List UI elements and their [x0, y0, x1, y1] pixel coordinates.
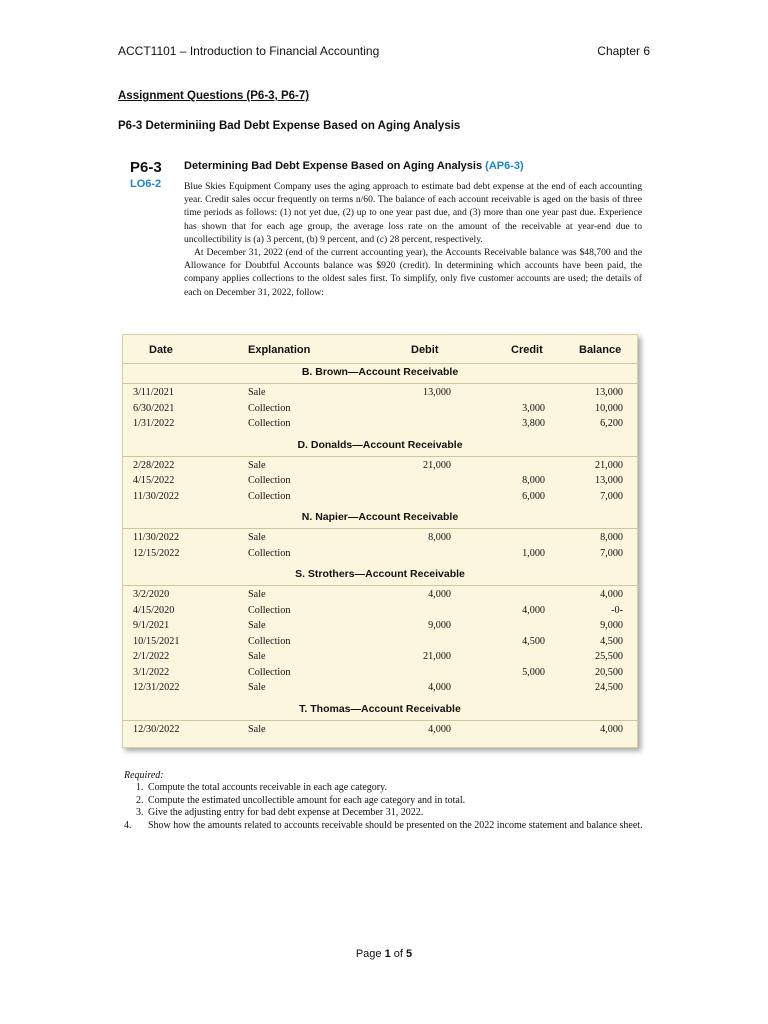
cell-explanation: Collection: [248, 604, 291, 616]
cell-balance: 4,000: [600, 723, 623, 735]
row-divider: [123, 585, 637, 586]
problem-description: [184, 180, 642, 299]
row-divider: [123, 720, 637, 721]
required-section: [124, 770, 644, 832]
required-item: 3. Give the adjusting entry for bad debt expense at December 31, 2022.: [136, 807, 424, 819]
cell-balance: 4,000: [600, 589, 623, 600]
cell-credit: 4,000: [522, 604, 545, 616]
cell-balance: 9,000: [600, 620, 623, 631]
cell-explanation: Sale: [248, 532, 266, 543]
cell-date: 9/1/2021: [133, 620, 170, 631]
paragraph-2: At December 31, 2022 (end of the current accounting year), the Accounts Receivable balance was $48,700 and the Allowance for Doubtful Accounts balance was $920 (credit). In determining which accounts have been paid, the company applies collections to the oldest sales first. To simplify, only five customer accounts are used; the details of each on December 31, 2022, follow:: [184, 247, 642, 298]
cell-explanation: Sale: [248, 682, 266, 693]
cell-balance: 10,000: [594, 402, 623, 414]
cell-credit: 1,000: [522, 547, 545, 559]
cell-balance: 6,200: [600, 418, 623, 429]
cell-balance: 21,000: [594, 459, 623, 471]
ledger-row: [123, 620, 637, 635]
account-heading: B. Brown—Account Receivable: [301, 366, 459, 378]
cell-credit: 6,000: [522, 490, 545, 502]
ledger-row: [123, 667, 637, 682]
cell-debit: 4,000: [428, 723, 451, 735]
ledger-row: [123, 403, 637, 418]
alternate-problem-ref: (AP6-3): [485, 160, 524, 172]
row-divider: [123, 528, 637, 529]
row-divider: [123, 456, 637, 457]
cell-debit: 13,000: [422, 387, 451, 398]
cell-date: 12/30/2022: [133, 723, 180, 735]
row-divider: [123, 383, 637, 384]
ledger-row: [123, 724, 637, 739]
problem-title: [184, 160, 524, 172]
cell-date: 3/11/2021: [133, 387, 174, 398]
cell-balance: 7,000: [600, 547, 623, 559]
col-header-credit: Credit: [511, 344, 543, 356]
ledger-table: [122, 334, 638, 748]
learning-objective: LO6-2: [130, 178, 162, 190]
required-list: [124, 782, 644, 832]
cell-date: 4/15/2022: [133, 475, 175, 486]
cell-date: 12/31/2022: [133, 682, 180, 693]
cell-date: 10/15/2021: [133, 635, 180, 647]
cell-date: 6/30/2021: [133, 402, 175, 414]
col-header-balance: Balance: [579, 344, 622, 356]
ledger-row: [123, 418, 637, 433]
ledger-row: [123, 387, 637, 402]
cell-explanation: Collection: [248, 418, 291, 429]
cell-balance: -0-: [611, 604, 623, 616]
account-heading: D. Donalds—Account Receivable: [297, 438, 463, 451]
cell-balance: 13,000: [594, 475, 623, 486]
cell-debit: 4,000: [428, 682, 451, 693]
col-header-date: Date: [149, 344, 173, 356]
ledger-row: [123, 636, 637, 651]
problem-title-text: Determining Bad Debt Expense Based on Aging Analysis: [184, 160, 483, 172]
cell-balance: 7,000: [600, 490, 623, 502]
cell-balance: 20,500: [594, 666, 623, 678]
cell-credit: 5,000: [522, 666, 545, 678]
cell-date: 3/2/2020: [133, 589, 170, 600]
cell-balance: 8,000: [600, 532, 623, 543]
cell-date: 11/30/2022: [133, 490, 180, 502]
row-divider: [123, 363, 637, 364]
page-number: Page 1 of 5: [355, 948, 413, 960]
problem-heading: P6-3 Determiniing Bad Debt Expense Based on Aging Analysis: [118, 120, 461, 132]
cell-balance: 25,500: [594, 651, 623, 662]
cell-explanation: Collection: [248, 490, 291, 502]
col-header-debit: Debit: [411, 344, 439, 356]
cell-explanation: Sale: [248, 620, 266, 631]
cell-debit: 4,000: [428, 589, 451, 600]
cell-debit: 21,000: [422, 651, 451, 662]
ledger-row: [123, 532, 637, 547]
ledger-row: [123, 475, 637, 490]
problem-code: P6-3: [130, 159, 162, 176]
cell-explanation: Collection: [248, 547, 291, 559]
cell-credit: 3,000: [522, 402, 545, 414]
cell-debit: 9,000: [428, 620, 451, 631]
cell-date: 2/1/2022: [133, 651, 170, 662]
ledger-row: [123, 589, 637, 604]
cell-debit: 8,000: [428, 532, 451, 543]
cell-date: 2/28/2022: [133, 459, 175, 471]
cell-explanation: Sale: [248, 723, 266, 735]
ledger-row: [123, 605, 637, 620]
chapter-header: Chapter 6: [597, 44, 650, 58]
cell-date: 1/31/2022: [133, 418, 175, 429]
required-heading: Required:: [124, 770, 164, 781]
cell-credit: 8,000: [522, 475, 545, 486]
cell-explanation: Sale: [248, 651, 266, 662]
required-item: 4. Show how the amounts related to accounts receivable should be presented on the 2022 income statement and balance sheet.: [124, 819, 643, 831]
cell-credit: 3,800: [522, 418, 545, 429]
required-item: 1. Compute the total accounts receivable in each age category.: [136, 782, 387, 793]
section-title: Assignment Questions (P6-3, P6-7): [118, 90, 310, 102]
cell-explanation: Sale: [248, 589, 266, 600]
ledger-row: [123, 548, 637, 563]
account-heading: N. Napier—Account Receivable: [301, 511, 459, 523]
cell-date: 11/30/2022: [133, 532, 180, 543]
ledger-row: [123, 460, 637, 475]
cell-explanation: Sale: [248, 459, 266, 471]
cell-explanation: Collection: [248, 475, 291, 486]
account-heading: S. Strothers—Account Receivable: [295, 568, 465, 580]
cell-date: 12/15/2022: [133, 547, 180, 559]
cell-date: 3/1/2022: [133, 666, 170, 678]
cell-balance: 24,500: [594, 682, 623, 693]
account-heading: T. Thomas—Account Receivable: [299, 702, 461, 715]
cell-balance: 4,500: [600, 635, 623, 647]
cell-debit: 21,000: [422, 459, 451, 471]
ledger-row: [123, 651, 637, 666]
cell-date: 4/15/2020: [133, 604, 175, 616]
ledger-row: [123, 491, 637, 506]
cell-credit: 4,500: [522, 635, 545, 647]
cell-explanation: Collection: [248, 666, 291, 678]
col-header-explanation: Explanation: [248, 344, 311, 356]
course-header: ACCT1101 – Introduction to Financial Accounting: [118, 44, 380, 58]
cell-explanation: Collection: [248, 635, 291, 647]
paragraph-1: Blue Skies Equipment Company uses the aging approach to estimate bad debt expense at the end of each accounting year. Credit sales occur frequently on terms n/60. The balance of each account receivable is aged on the basis of three time periods as follows: (1) not yet due, (2) up to one year past due, and (3) more than one year past due. Experience has shown that for each age group, the average loss rate on the amount of the receivable at year-end due to uncollectibility is (a) 3 percent, (b) 9 percent, and (c) 28 percent, respectively.: [184, 181, 642, 245]
cell-balance: 13,000: [594, 387, 623, 398]
required-item: 2. Compute the estimated uncollectible amount for each age category and in total.: [136, 794, 466, 806]
ledger-row: [123, 682, 637, 697]
cell-explanation: Collection: [248, 402, 291, 414]
cell-explanation: Sale: [248, 387, 266, 398]
